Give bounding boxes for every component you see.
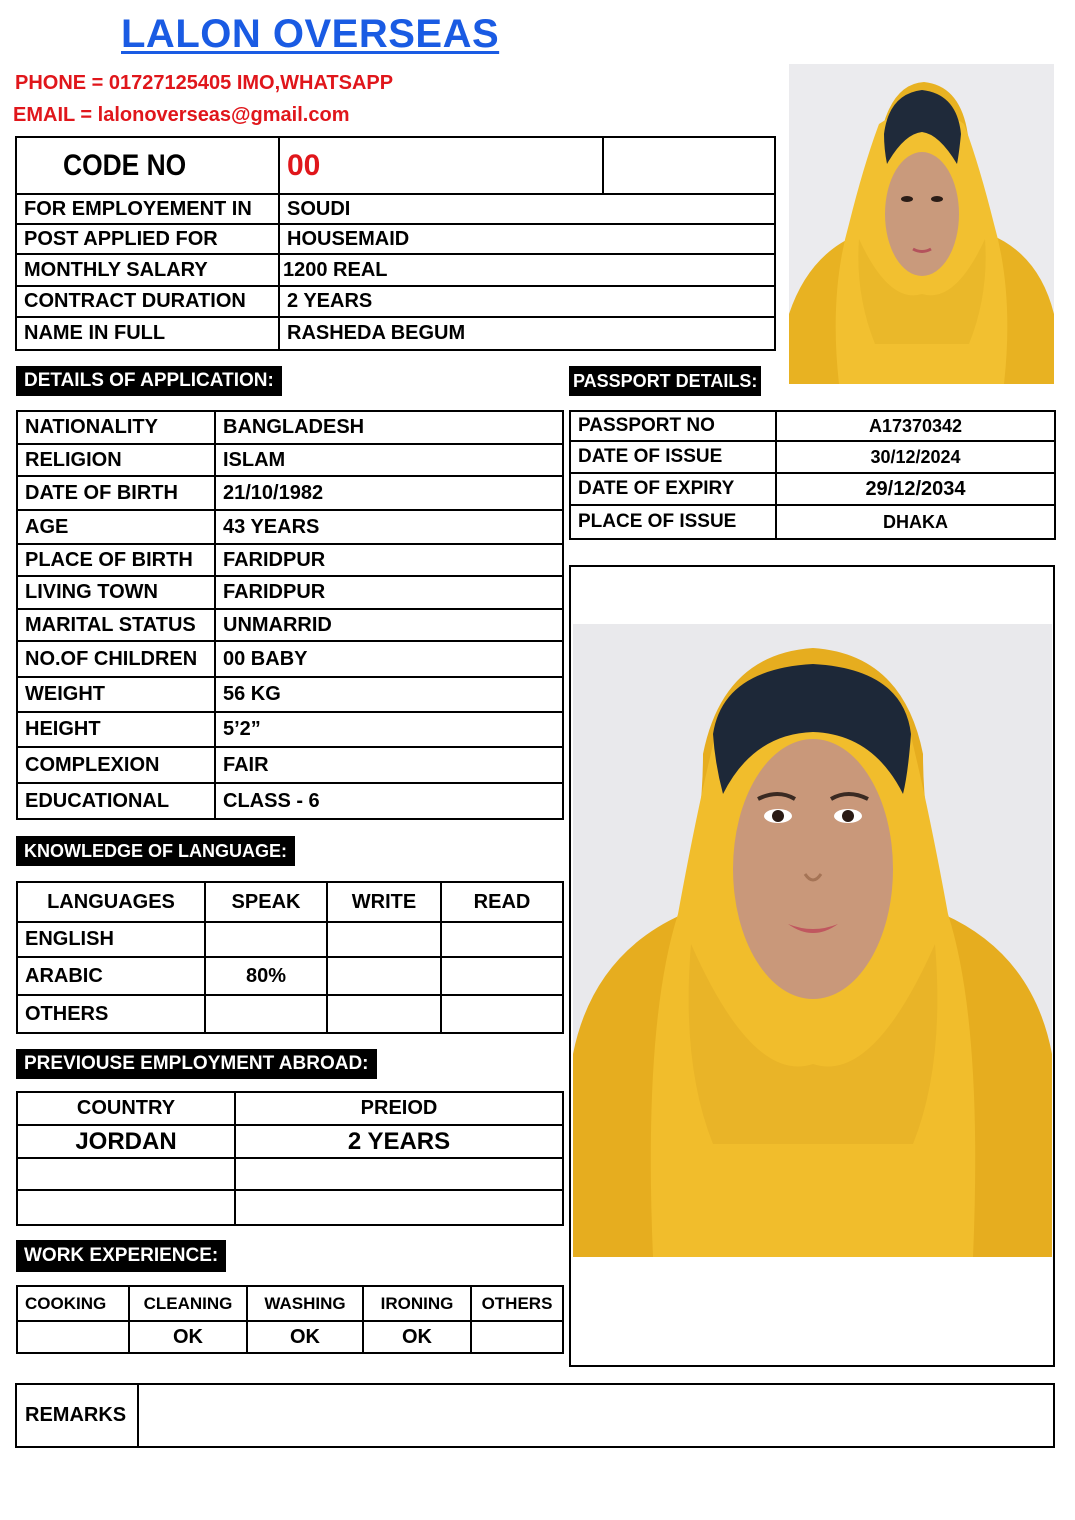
language-speak	[205, 922, 327, 957]
application-label: NATIONALITY	[17, 411, 215, 444]
previous-period	[235, 1190, 563, 1225]
work-value	[471, 1321, 563, 1353]
application-heading: DETAILS OF APPLICATION:	[16, 366, 282, 396]
passport-heading: PASSPORT DETAILS:	[569, 366, 761, 396]
application-value: 00 BABY	[215, 641, 563, 677]
previous-period	[235, 1158, 563, 1190]
application-label: NO.OF CHILDREN	[17, 641, 215, 677]
previous-employment-table	[16, 1091, 564, 1226]
applicant-photo-frame	[569, 565, 1055, 1367]
company-title: LALON OVERSEAS	[121, 12, 500, 56]
summary-value: 1200 REAL	[279, 254, 775, 286]
work-value	[17, 1321, 129, 1353]
language-col-header: WRITE	[327, 882, 441, 922]
summary-label: CONTRACT DURATION	[16, 286, 279, 317]
passport-label: DATE OF ISSUE	[570, 441, 776, 473]
language-name: OTHERS	[17, 995, 205, 1033]
passport-value: DHAKA	[776, 505, 1055, 539]
application-label: DATE OF BIRTH	[17, 476, 215, 510]
summary-value: RASHEDA BEGUM	[279, 317, 775, 350]
application-label: AGE	[17, 510, 215, 544]
remarks-label: REMARKS	[17, 1385, 139, 1446]
application-label: EDUCATIONAL	[17, 783, 215, 819]
language-name: ENGLISH	[17, 922, 205, 957]
summary-label: MONTHLY SALARY	[16, 254, 279, 286]
application-label: HEIGHT	[17, 712, 215, 747]
phone-line: PHONE = 01727125405 IMO,WHATSAPP	[15, 72, 394, 94]
summary-table	[15, 136, 776, 351]
application-value: FAIR	[215, 747, 563, 783]
passport-value: A17370342	[776, 411, 1055, 441]
remarks-value	[139, 1385, 1053, 1446]
language-col-header: LANGUAGES	[17, 882, 205, 922]
language-speak	[205, 995, 327, 1033]
language-col-header: READ	[441, 882, 563, 922]
application-value: FARIDPUR	[215, 576, 563, 609]
passport-table	[569, 410, 1056, 540]
language-read	[441, 922, 563, 957]
application-label: WEIGHT	[17, 677, 215, 712]
application-value: 43 YEARS	[215, 510, 563, 544]
passport-label: PASSPORT NO	[570, 411, 776, 441]
language-read	[441, 995, 563, 1033]
application-value: UNMARRID	[215, 609, 563, 641]
work-col-header: OTHERS	[471, 1286, 563, 1321]
language-speak: 80%	[205, 957, 327, 995]
work-experience-table	[16, 1285, 564, 1354]
application-value: 56 KG	[215, 677, 563, 712]
summary-value: 2 YEARS	[279, 286, 775, 317]
language-name: ARABIC	[17, 957, 205, 995]
application-label: COMPLEXION	[17, 747, 215, 783]
application-value: FARIDPUR	[215, 544, 563, 576]
previous-country: JORDAN	[17, 1125, 235, 1158]
language-write	[327, 995, 441, 1033]
work-col-header: IRONING	[363, 1286, 471, 1321]
summary-label: FOR EMPLOYEMENT IN	[16, 194, 279, 224]
language-heading: KNOWLEDGE OF LANGUAGE:	[16, 836, 295, 866]
application-value: 5’2”	[215, 712, 563, 747]
applicant-photo-small	[789, 64, 1054, 384]
work-col-header: CLEANING	[129, 1286, 247, 1321]
remarks-box	[15, 1383, 1055, 1448]
application-value: BANGLADESH	[215, 411, 563, 444]
previous-country	[17, 1190, 235, 1225]
previous-col-header: PREIOD	[235, 1092, 563, 1125]
email-line: EMAIL = lalonoverseas@gmail.com	[13, 104, 350, 126]
work-value: OK	[363, 1321, 471, 1353]
work-value: OK	[247, 1321, 363, 1353]
passport-value: 29/12/2034	[776, 473, 1055, 505]
code-blank	[603, 137, 775, 194]
previous-country	[17, 1158, 235, 1190]
summary-label: NAME IN FULL	[16, 317, 279, 350]
language-write	[327, 957, 441, 995]
application-label: MARITAL STATUS	[17, 609, 215, 641]
application-label: PLACE OF BIRTH	[17, 544, 215, 576]
passport-label: DATE OF EXPIRY	[570, 473, 776, 505]
summary-value: SOUDI	[279, 194, 775, 224]
previous-period: 2 YEARS	[235, 1125, 563, 1158]
application-table	[16, 410, 564, 820]
passport-value: 30/12/2024	[776, 441, 1055, 473]
previous-col-header: COUNTRY	[17, 1092, 235, 1125]
language-col-header: SPEAK	[205, 882, 327, 922]
application-label: LIVING TOWN	[17, 576, 215, 609]
passport-label: PLACE OF ISSUE	[570, 505, 776, 539]
application-value: CLASS - 6	[215, 783, 563, 819]
summary-label: POST APPLIED FOR	[16, 224, 279, 254]
work-value: OK	[129, 1321, 247, 1353]
language-table	[16, 881, 564, 1034]
summary-value: HOUSEMAID	[279, 224, 775, 254]
application-value: ISLAM	[215, 444, 563, 476]
previous-employment-heading: PREVIOUSE EMPLOYMENT ABROAD:	[16, 1049, 377, 1079]
language-read	[441, 957, 563, 995]
language-write	[327, 922, 441, 957]
application-value: 21/10/1982	[215, 476, 563, 510]
code-label: CODE NO	[16, 137, 279, 194]
work-col-header: WASHING	[247, 1286, 363, 1321]
work-experience-heading: WORK EXPERIENCE:	[16, 1240, 226, 1272]
application-label: RELIGION	[17, 444, 215, 476]
code-value: 00	[279, 137, 603, 194]
work-col-header: COOKING	[17, 1286, 129, 1321]
applicant-photo-large	[573, 624, 1052, 1257]
